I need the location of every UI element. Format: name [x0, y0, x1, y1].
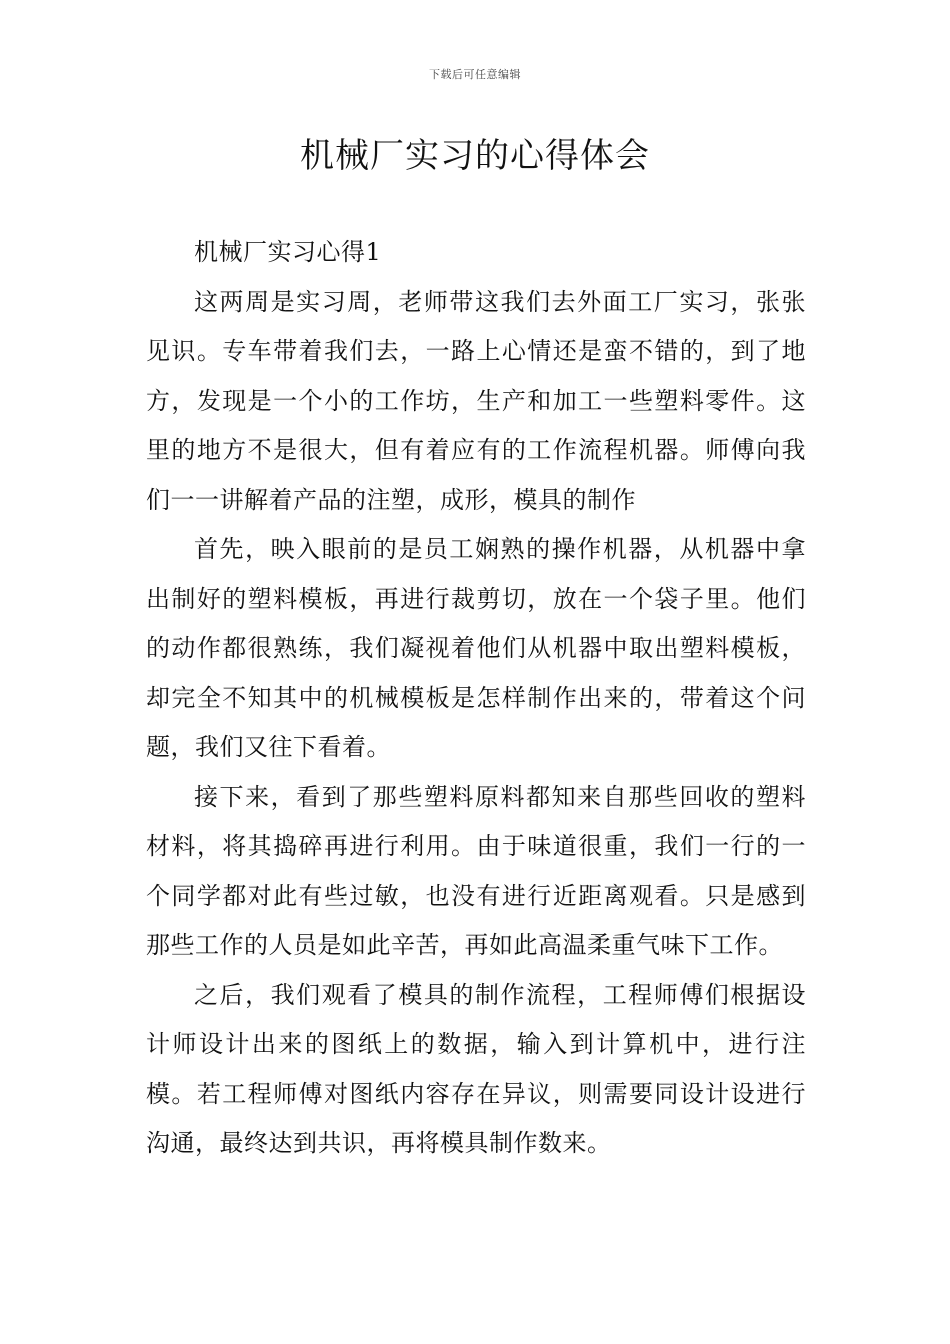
- paragraph: 这两周是实习周，老师带这我们去外面工厂实习，张张见识。专车带着我们去，一路上心情还是蛮不错的，到了地方，发现是一个小的工作坊，生产和加工一些塑料零件。这里的地方不是很大，但有着应有的工作流程机器。师傅向我们一一讲解着产品的注塑，成形，模具的制作: [146, 287, 806, 514]
- paragraph: 首先，映入眼前的是员工娴熟的操作机器，从机器中拿出制好的塑料模板，再进行裁剪切，放在一个袋子里。他们的动作都很熟练，我们凝视着他们从机器中取出塑料模板，却完全不知其中的机械模板是怎样制作出来的，带着这个问题，我们又往下看着。: [146, 535, 806, 761]
- section-heading: 机械厂实习心得1: [194, 238, 382, 266]
- header-note: 下载后可任意编辑: [429, 68, 521, 81]
- paragraph: 接下来，看到了那些塑料原料都知来自那些回收的塑料材料，将其捣碎再进行利用。由于味道很重，我们一行的一个同学都对此有些过敏，也没有进行近距离观看。只是感到那些工作的人员是如此辛苦，再如此高温柔重气味下工作。: [146, 782, 806, 959]
- paragraph: 之后，我们观看了模具的制作流程，工程师傅们根据设计师设计出来的图纸上的数据，输入到计算机中，进行注模。若工程师傅对图纸内容存在异议，则需要同设计设进行沟通，最终达到共识，再将模具制作数来。: [146, 980, 806, 1157]
- document-title: 机械厂实习的心得体会: [300, 136, 650, 176]
- document-body: [146, 228, 806, 1169]
